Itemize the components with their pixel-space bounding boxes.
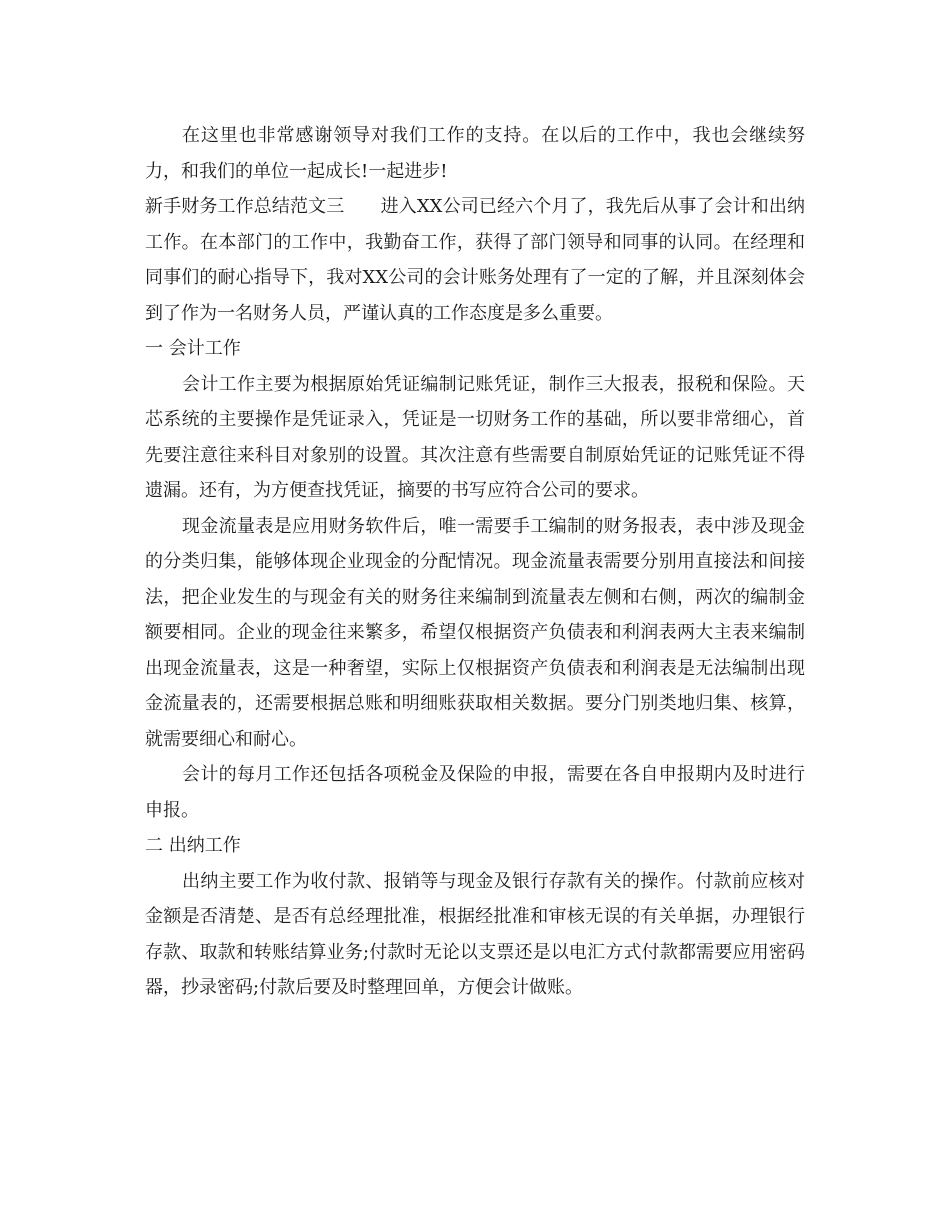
section-heading-accounting: 一 会计工作 xyxy=(145,338,241,359)
document-body xyxy=(145,118,805,1006)
paragraph-thanks: 在这里也非常感谢领导对我们工作的支持。在以后的工作中，我也会继续努力，和我们的单位一起成长!一起进步! xyxy=(145,125,805,182)
paragraph-tax-insurance: 会计的每月工作还包括各项税金及保险的申报，需要在各自申报期内及时进行申报。 xyxy=(145,764,805,821)
paragraph-cashier-work: 出纳主要工作为收付款、报销等与现金及银行存款有关的操作。付款前应核对金额是否清楚、是否有总经理批准，根据经批准和审核无误的有关单据，办理银行存款、取款和转账结算业务;付款时无论以支票还是以电汇方式付款都需要应用密码器，抄录密码;付款后要及时整理回单，方便会计做账。 xyxy=(145,870,805,998)
paragraph-accounting-work: 会计工作主要为根据原始凭证编制记账凭证，制作三大报表，报税和保险。天芯系统的主要操作是凭证录入，凭证是一切财务工作的基础，所以要非常细心，首先要注意往来科目对象别的设置。其次注意有些需要自制原始凭证的记账凭证不得遗漏。还有，为方便查找凭证，摘要的书写应符合公司的要求。 xyxy=(145,373,805,501)
paragraph-intro: 新手财务工作总结范文三 进入XX公司已经六个月了，我先后从事了会计和出纳工作。在本部门的工作中，我勤奋工作，获得了部门领导和同事的认同。在经理和同事们的耐心指导下，我对XX公司的会计账务处理有了一定的了解，并且深刻体会到了作为一名财务人员，严谨认真的工作态度是多么重要。 xyxy=(145,196,805,324)
section-heading-cashier: 二 出纳工作 xyxy=(145,835,241,856)
paragraph-cash-flow: 现金流量表是应用财务软件后，唯一需要手工编制的财务报表，表中涉及现金的分类归集，能够体现企业现金的分配情况。现金流量表需要分别用直接法和间接法，把企业发生的与现金有关的财务往来编制到流量表左侧和右侧，两次的编制金额要相同。企业的现金往来繁多，希望仅根据资产负债表和利润表两大主表来编制出现金流量表，这是一种奢望，实际上仅根据资产负债表和利润表是无法编制出现金流量表的，还需要根据总账和明细账获取相关数据。要分门别类地归集、核算，就需要细心和耐心。 xyxy=(145,515,805,750)
